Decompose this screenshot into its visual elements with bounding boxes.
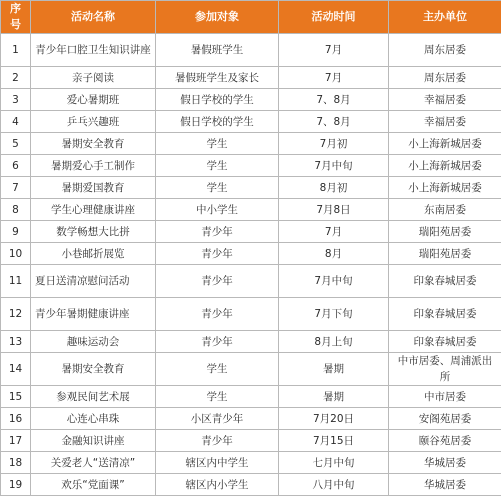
header-activity-name: 活动名称 [31,1,156,34]
header-index: 序号 [1,1,31,34]
table-row [1,155,501,177]
table-row [1,408,501,430]
cell-activity-name: 青少年口腔卫生知识讲座 [31,34,156,67]
table-header-row [1,1,501,34]
cell-activity-time: 8月上旬 [279,331,389,353]
cell-participants: 青少年 [156,298,279,331]
cell-activity-time: 8月 [279,243,389,265]
cell-activity-time: 7月中旬 [279,155,389,177]
cell-activity-time: 7月下旬 [279,298,389,331]
cell-index: 2 [1,67,31,89]
table-row [1,386,501,408]
cell-organizer: 印象春城居委 [389,265,501,298]
cell-activity-name: 心连心串珠 [31,408,156,430]
table-row [1,199,501,221]
cell-activity-name: 学生心理健康讲座 [31,199,156,221]
cell-index: 3 [1,89,31,111]
cell-activity-name: 亲子阅读 [31,67,156,89]
cell-participants: 学生 [156,353,279,386]
table-row [1,221,501,243]
table-row [1,67,501,89]
cell-organizer: 印象春城居委 [389,331,501,353]
cell-activity-name: 乒乓兴趣班 [31,111,156,133]
cell-organizer: 中市居委、周浦派出所 [389,353,501,386]
cell-activity-time: 7月20日 [279,408,389,430]
cell-index: 18 [1,452,31,474]
cell-organizer: 印象春城居委 [389,298,501,331]
cell-index: 19 [1,474,31,496]
cell-participants: 假日学校的学生 [156,111,279,133]
cell-activity-time: 7月 [279,67,389,89]
cell-participants: 小区青少年 [156,408,279,430]
table-row [1,34,501,67]
cell-participants: 学生 [156,177,279,199]
cell-organizer: 华城居委 [389,452,501,474]
cell-organizer: 中市居委 [389,386,501,408]
cell-activity-time: 7月 [279,34,389,67]
header-activity-time: 活动时间 [279,1,389,34]
cell-activity-name: 爱心暑期班 [31,89,156,111]
cell-participants: 青少年 [156,430,279,452]
cell-activity-name: 数学畅想大比拼 [31,221,156,243]
table-row [1,133,501,155]
cell-index: 1 [1,34,31,67]
cell-index: 9 [1,221,31,243]
cell-activity-time: 暑期 [279,386,389,408]
cell-index: 16 [1,408,31,430]
cell-activity-name: 关爱老人“送清凉” [31,452,156,474]
cell-activity-time: 暑期 [279,353,389,386]
cell-organizer: 瑞阳苑居委 [389,243,501,265]
table-row [1,265,501,298]
cell-index: 8 [1,199,31,221]
cell-index: 11 [1,265,31,298]
cell-participants: 青少年 [156,331,279,353]
table-row [1,331,501,353]
cell-organizer: 周东居委 [389,67,501,89]
cell-index: 12 [1,298,31,331]
cell-index: 4 [1,111,31,133]
cell-organizer: 东南居委 [389,199,501,221]
cell-index: 17 [1,430,31,452]
cell-activity-name: 暑期安全教育 [31,353,156,386]
cell-organizer: 幸福居委 [389,89,501,111]
cell-activity-time: 7、8月 [279,111,389,133]
cell-organizer: 幸福居委 [389,111,501,133]
cell-organizer: 小上海新城居委 [389,155,501,177]
cell-activity-name: 暑期爱国教育 [31,177,156,199]
cell-index: 15 [1,386,31,408]
cell-activity-name: 参观民间艺术展 [31,386,156,408]
cell-organizer: 华城居委 [389,474,501,496]
table-row [1,474,501,496]
cell-activity-time: 7月15日 [279,430,389,452]
cell-activity-time: 7月初 [279,133,389,155]
cell-activity-name: 欢乐“党面课” [31,474,156,496]
cell-activity-time: 7月中旬 [279,265,389,298]
cell-index: 13 [1,331,31,353]
cell-activity-time: 7月8日 [279,199,389,221]
cell-organizer: 周东居委 [389,34,501,67]
cell-organizer: 安阁苑居委 [389,408,501,430]
cell-participants: 暑假班学生 [156,34,279,67]
cell-activity-name: 暑期安全教育 [31,133,156,155]
cell-participants: 学生 [156,386,279,408]
cell-participants: 青少年 [156,221,279,243]
cell-organizer: 颐谷苑居委 [389,430,501,452]
table-row [1,243,501,265]
table-row [1,111,501,133]
cell-activity-time: 8月初 [279,177,389,199]
cell-organizer: 小上海新城居委 [389,133,501,155]
cell-index: 6 [1,155,31,177]
cell-index: 7 [1,177,31,199]
cell-participants: 学生 [156,155,279,177]
table-row [1,430,501,452]
cell-participants: 学生 [156,133,279,155]
table-row [1,298,501,331]
cell-activity-time: 7月 [279,221,389,243]
table-row [1,89,501,111]
cell-organizer: 瑞阳苑居委 [389,221,501,243]
header-organizer: 主办单位 [389,1,501,34]
cell-activity-name: 夏日送清凉慰问活动 [31,265,156,298]
header-participants: 参加对象 [156,1,279,34]
cell-index: 14 [1,353,31,386]
table-row [1,177,501,199]
cell-participants: 青少年 [156,243,279,265]
table-row [1,353,501,386]
cell-activity-name: 青少年暑期健康讲座 [31,298,156,331]
cell-index: 10 [1,243,31,265]
cell-participants: 假日学校的学生 [156,89,279,111]
cell-organizer: 小上海新城居委 [389,177,501,199]
cell-activity-time: 7、8月 [279,89,389,111]
cell-participants: 暑假班学生及家长 [156,67,279,89]
cell-participants: 中小学生 [156,199,279,221]
cell-activity-time: 七月中旬 [279,452,389,474]
cell-activity-name: 金融知识讲座 [31,430,156,452]
cell-activity-name: 小巷邮折展览 [31,243,156,265]
cell-index: 5 [1,133,31,155]
cell-activity-name: 暑期爱心手工制作 [31,155,156,177]
cell-activity-time: 八月中旬 [279,474,389,496]
table-row [1,452,501,474]
cell-participants: 辖区内小学生 [156,474,279,496]
cell-participants: 辖区内中学生 [156,452,279,474]
cell-activity-name: 趣味运动会 [31,331,156,353]
cell-participants: 青少年 [156,265,279,298]
